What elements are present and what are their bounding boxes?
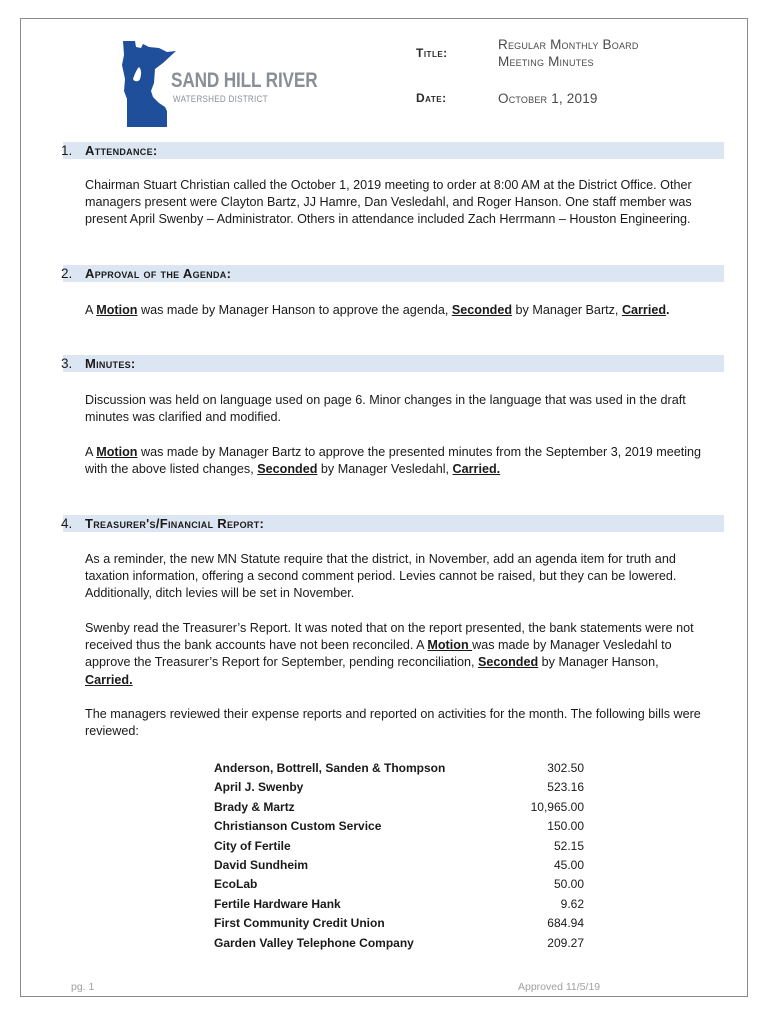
section-attendance-header [63, 142, 724, 159]
bill-amount: 10,965.00 [530, 799, 584, 814]
motion-term: Motion [96, 445, 138, 459]
bill-amount: 209.27 [547, 935, 584, 950]
bill-amount: 52.15 [553, 838, 584, 853]
carried-term: Carried. [85, 672, 133, 687]
section-minutes-header [63, 355, 724, 372]
bill-name: Fertile Hardware Hank [214, 896, 341, 911]
carried-term: Carried. [452, 462, 501, 477]
date-value: October 1, 2019 [498, 91, 598, 106]
treasurer-report-paragraph: Swenby read the Treasurer’s Report. It was noted that on the report presented, the bank statements were not received thus the bank accounts have not been reconciled. A Motion was made by Manager Vesledahl to approve the Treasurer’s Report for September, pending reconciliation, Seconded by Manager Hanson, Carried. [85, 621, 694, 687]
bill-amount: 9.62 [560, 896, 584, 911]
bill-amount: 684.94 [547, 916, 584, 931]
district-logo [119, 39, 329, 129]
section-number: 1. [61, 143, 73, 158]
section-treasurer-header [63, 515, 724, 532]
section-agenda-header [63, 265, 724, 282]
treasurer-reminder-paragraph: As a reminder, the new MN Statute require that the district, in November, add an agenda item for truth and taxation information, offering a second comment period. Levies cannot be raised, but they can be lowered. Additionally, ditch levies will be set in November. [85, 552, 677, 601]
date-label: Date: [416, 91, 447, 105]
minutes-motion-paragraph: A Motion was made by Manager Bartz to approve the presented minutes from the September 3, 2019 meeting with the above listed changes, Seconded by Manager Vesledahl, Carried. [85, 445, 702, 477]
page-number: pg. 1 [71, 981, 95, 993]
bill-row [214, 934, 584, 953]
motion-term: Motion [96, 303, 138, 317]
agenda-paragraph: A Motion was made by Manager Hanson to approve the agenda, Seconded by Manager Bartz, Carried. [85, 303, 670, 317]
section-title: Approval of the Agenda: [85, 266, 232, 281]
bill-row [214, 895, 584, 914]
bill-name: David Sundheim [214, 857, 309, 872]
logo-name: SAND HILL RIVER [171, 69, 318, 92]
seconded-term: Seconded [257, 462, 318, 477]
bill-amount: 302.50 [547, 761, 584, 775]
bill-row [214, 856, 584, 875]
section-number: 2. [61, 266, 73, 281]
seconded-term: Seconded [477, 655, 539, 670]
bill-name: April J. Swenby [214, 780, 304, 795]
bill-name: Anderson, Bottrell, Sanden & Thompson [214, 761, 446, 775]
bill-row [214, 778, 584, 797]
approved-date: Approved 11/5/19 [518, 981, 601, 993]
section-title: Attendance: [85, 143, 158, 158]
attendance-paragraph: Chairman Stuart Christian called the October 1, 2019 meeting to order at 8:00 AM at the District Office. Other managers present were Clayton Bartz, JJ Hamre, Dan Vesledahl, and Roger Hanson. One staff member was present April Swenby – Administrator. Others in attendance included Zach Herrmann – Houston Engineering. [85, 178, 692, 227]
expense-paragraph: The managers reviewed their expense reports and reported on activities for the month. The following bills were reviewed: [85, 707, 701, 739]
bill-name: EcoLab [214, 877, 258, 892]
seconded-term: Seconded [451, 303, 513, 317]
bill-amount: 45.00 [553, 857, 584, 872]
bill-amount: 150.00 [547, 819, 584, 834]
bill-amount: 50.00 [553, 877, 584, 892]
bill-amount: 523.16 [547, 780, 584, 795]
bill-row [214, 914, 584, 933]
logo-subtitle: WATERSHED DISTRICT [173, 94, 268, 105]
section-title: Treasurer's/Financial Report: [85, 516, 265, 531]
document-page [20, 18, 748, 997]
bills-list [214, 759, 584, 953]
bill-name: Garden Valley Telephone Company [214, 935, 414, 950]
title-line-1: Regular Monthly Board [498, 37, 639, 52]
bill-name: City of Fertile [214, 838, 291, 853]
motion-term: Motion [427, 638, 473, 653]
bill-row [214, 837, 584, 856]
bill-row [214, 875, 584, 894]
bill-row [214, 759, 584, 778]
carried-term: Carried [621, 303, 667, 317]
bill-row [214, 817, 584, 836]
section-title: Minutes: [85, 356, 136, 371]
section-number: 3. [61, 356, 73, 371]
bill-row [214, 798, 584, 817]
bill-name: First Community Credit Union [214, 916, 385, 931]
minutes-discussion-paragraph: Discussion was held on language used on page 6. Minor changes in the language that was used in the draft minutes was clarified and modified. [85, 393, 686, 425]
section-number: 4. [61, 516, 73, 531]
title-line-2: Meeting Minutes [498, 54, 594, 69]
bill-name: Christianson Custom Service [214, 819, 382, 834]
title-label: Title: [416, 46, 448, 60]
minnesota-state-icon [119, 39, 179, 129]
title-value [498, 36, 639, 70]
bill-name: Brady & Martz [214, 799, 295, 814]
